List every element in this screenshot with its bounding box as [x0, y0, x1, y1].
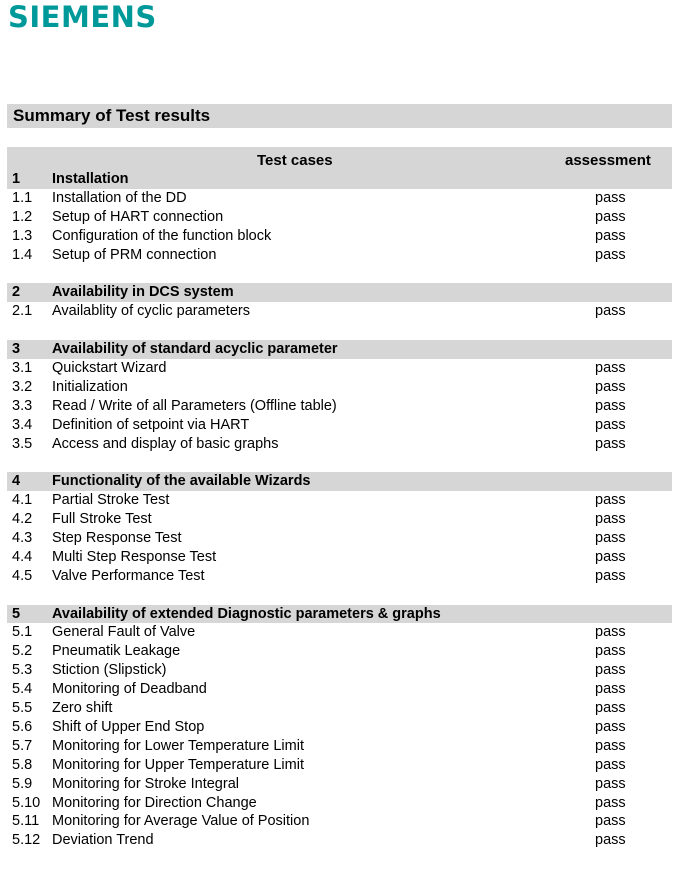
assessment-value: pass	[595, 832, 626, 849]
table-row	[7, 680, 672, 699]
test-case-label: Deviation Trend	[52, 832, 154, 849]
table-row	[7, 302, 672, 321]
section-heading-row	[7, 340, 672, 359]
table-row	[7, 756, 672, 775]
row-number: 5.5	[12, 700, 33, 717]
row-number: 2.1	[12, 303, 33, 320]
summary-header-bar	[7, 104, 672, 128]
assessment-value: pass	[595, 208, 626, 225]
test-case-label: Valve Performance Test	[52, 567, 205, 584]
assessment-value: pass	[595, 435, 626, 452]
test-case-label: Zero shift	[52, 700, 113, 717]
test-results-table	[7, 147, 672, 850]
row-number: 3.4	[12, 416, 33, 433]
section-number: 5	[12, 605, 21, 622]
section-number: 1	[12, 171, 21, 188]
header-test-cases: Test cases	[257, 152, 333, 169]
section-heading-row	[7, 472, 672, 491]
section-title: Functionality of the available Wizards	[52, 473, 311, 490]
test-case-label: Setup of HART connection	[52, 208, 224, 225]
test-case-label: Stiction (Slipstick)	[52, 662, 167, 679]
test-case-label: General Fault of Valve	[52, 624, 196, 641]
assessment-value: pass	[595, 303, 626, 320]
assessment-value: pass	[595, 567, 626, 584]
table-row	[7, 416, 672, 435]
table-row	[7, 246, 672, 265]
row-number: 1.4	[12, 246, 33, 263]
section-heading-row	[7, 283, 672, 302]
test-case-label: Monitoring for Lower Temperature Limit	[52, 737, 304, 754]
section-2	[7, 265, 672, 322]
assessment-value: pass	[595, 530, 626, 547]
assessment-value: pass	[595, 756, 626, 773]
assessment-value: pass	[595, 360, 626, 377]
section-spacer	[7, 321, 672, 340]
row-number: 5.11	[12, 813, 40, 830]
section-number: 2	[12, 284, 21, 301]
test-case-label: Definition of setpoint via HART	[52, 416, 250, 433]
row-number: 1.1	[12, 190, 33, 206]
section-heading-row	[7, 605, 672, 624]
sections-container	[7, 171, 672, 850]
table-row	[7, 699, 672, 718]
table-row	[7, 567, 672, 586]
row-number: 5.10	[12, 794, 41, 811]
table-row	[7, 831, 672, 850]
summary-title: Summary of Test results	[13, 106, 211, 125]
row-number: 1.2	[12, 208, 33, 225]
section-4	[7, 453, 672, 585]
section-number: 3	[12, 341, 21, 358]
assessment-value: pass	[595, 718, 626, 735]
test-case-label: Read / Write of all Parameters (Offline table)	[52, 397, 337, 414]
assessment-value: pass	[595, 190, 626, 206]
assessment-value: pass	[595, 511, 626, 528]
row-number: 5.12	[12, 832, 41, 849]
table-row	[7, 189, 672, 208]
table-row	[7, 737, 672, 756]
assessment-value: pass	[595, 397, 626, 414]
section-1	[7, 171, 672, 265]
test-case-label: Access and display of basic graphs	[52, 435, 279, 452]
test-case-label: Initialization	[52, 378, 128, 395]
assessment-value: pass	[595, 662, 626, 679]
section-title: Availability of extended Diagnostic parameters & graphs	[52, 605, 441, 622]
assessment-value: pass	[595, 700, 626, 717]
table-row	[7, 208, 672, 227]
test-case-label: Monitoring for Average Value of Position	[52, 813, 310, 830]
test-case-label: Shift of Upper End Stop	[52, 718, 205, 735]
test-case-label: Partial Stroke Test	[52, 492, 170, 509]
test-case-label: Configuration of the function block	[52, 227, 272, 244]
test-case-label: Setup of PRM connection	[52, 246, 217, 263]
section-spacer	[7, 453, 672, 472]
assessment-value: pass	[595, 416, 626, 433]
row-number: 1.3	[12, 227, 33, 244]
test-case-label: Monitoring for Direction Change	[52, 794, 257, 811]
assessment-value: pass	[595, 737, 626, 754]
test-case-label: Monitoring for Upper Temperature Limit	[52, 756, 304, 773]
row-number: 5.4	[12, 681, 33, 698]
section-spacer	[7, 586, 672, 605]
section-title: Installation	[52, 171, 129, 188]
row-number: 5.7	[12, 737, 33, 754]
section-spacer	[7, 265, 672, 284]
assessment-value: pass	[595, 492, 626, 509]
test-case-label: Monitoring of Deadband	[52, 681, 207, 698]
test-case-label: Quickstart Wizard	[52, 360, 167, 377]
table-row	[7, 491, 672, 510]
assessment-value: pass	[595, 624, 626, 641]
section-number: 4	[12, 473, 21, 490]
assessment-value: pass	[595, 775, 626, 792]
table-row	[7, 812, 672, 831]
table-row	[7, 378, 672, 397]
table-row	[7, 623, 672, 642]
row-number: 4.2	[12, 511, 33, 528]
row-number: 4.5	[12, 567, 33, 584]
table-row	[7, 397, 672, 416]
row-number: 3.1	[12, 360, 33, 377]
table-row	[7, 510, 672, 529]
table-row	[7, 794, 672, 813]
table-row	[7, 548, 672, 567]
assessment-value: pass	[595, 227, 626, 244]
row-number: 5.1	[12, 624, 33, 641]
test-case-label: Monitoring for Stroke Integral	[52, 775, 239, 792]
table-row	[7, 529, 672, 548]
table-row	[7, 435, 672, 454]
table-row	[7, 661, 672, 680]
table-row	[7, 775, 672, 794]
row-number: 5.9	[12, 775, 33, 792]
test-case-label: Multi Step Response Test	[52, 548, 217, 565]
assessment-value: pass	[595, 813, 626, 830]
assessment-value: pass	[595, 378, 626, 395]
table-row	[7, 359, 672, 378]
header-assessment: assessment	[565, 152, 651, 169]
assessment-value: pass	[595, 681, 626, 698]
row-number: 4.4	[12, 548, 33, 565]
test-case-label: Step Response Test	[52, 530, 182, 547]
test-case-label: Installation of the DD	[52, 190, 187, 206]
assessment-value: pass	[595, 548, 626, 565]
section-heading-row	[7, 170, 672, 189]
row-number: 4.1	[12, 492, 33, 509]
table-row	[7, 718, 672, 737]
section-title: Availability of standard acyclic parameter	[52, 341, 338, 358]
row-number: 3.2	[12, 378, 33, 395]
test-case-label: Full Stroke Test	[52, 511, 152, 528]
row-number: 5.8	[12, 756, 33, 773]
row-number: 5.2	[12, 643, 33, 660]
assessment-value: pass	[595, 643, 626, 660]
row-number: 4.3	[12, 530, 33, 547]
table-row	[7, 227, 672, 246]
row-number: 3.3	[12, 397, 33, 414]
table-row	[7, 642, 672, 661]
assessment-value: pass	[595, 794, 626, 811]
assessment-value: pass	[595, 246, 626, 263]
siemens-logo: SIEMENS	[8, 0, 157, 34]
test-case-label: Pneumatik Leakage	[52, 643, 181, 660]
row-number: 3.5	[12, 435, 33, 452]
section-title: Availability in DCS system	[52, 284, 234, 301]
section-3	[7, 321, 672, 453]
row-number: 5.3	[12, 662, 33, 679]
section-5	[7, 586, 672, 850]
row-number: 5.6	[12, 718, 33, 735]
test-case-label: Availablity of cyclic parameters	[52, 303, 250, 320]
